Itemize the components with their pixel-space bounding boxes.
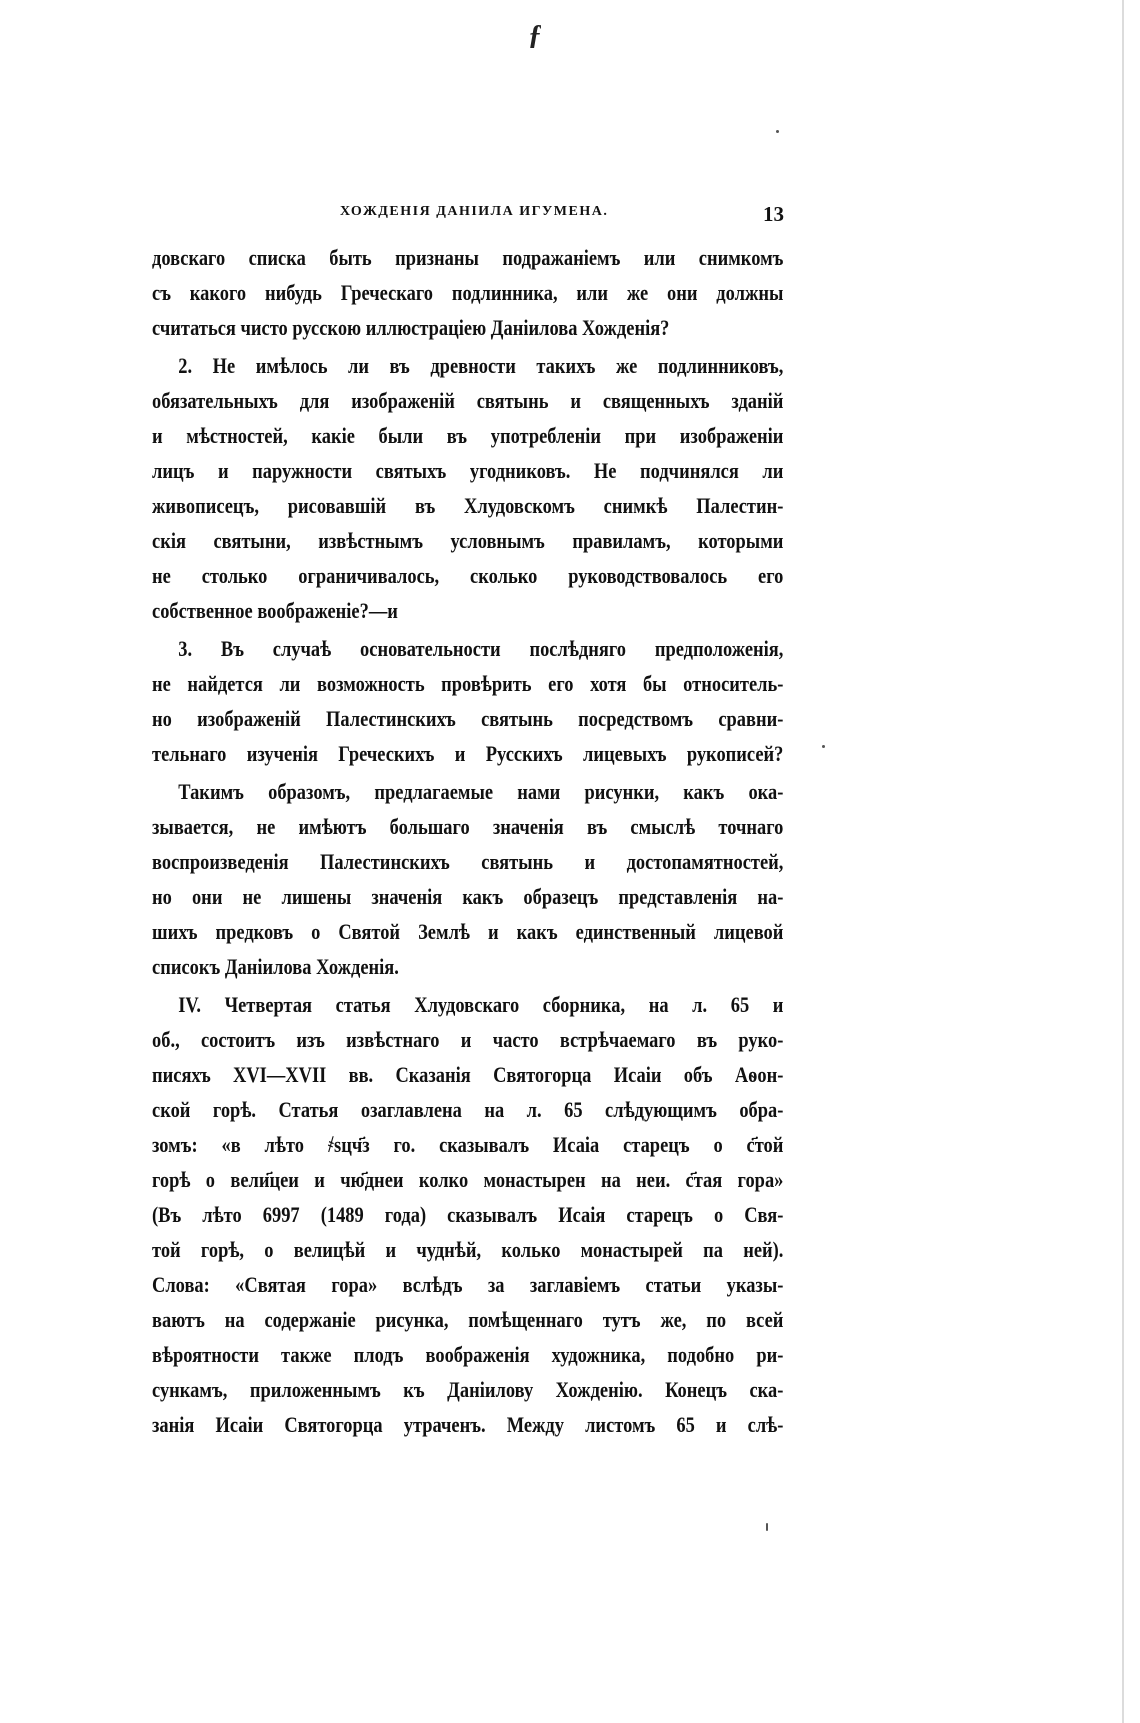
text-line: 2. Не имѣлось ли въ древности такихъ же подлинниковъ, [178, 353, 784, 378]
text-line: но изображеній Палестинскихъ святынь посредствомъ сравни- [152, 706, 784, 731]
running-title: ХОЖДЕНІЯ ДАНІИЛА ИГУМЕНА. [340, 204, 609, 219]
text-line: об., состоитъ изъ извѣстнаго и часто встрѣчаемаго въ руко- [152, 1027, 784, 1052]
text-line: той горѣ, о велицѣй и чуднѣй, колько монастырей па ней). [152, 1237, 784, 1262]
text-line: собственное воображеніе?—и [152, 598, 398, 623]
text-line: Слова: «Святая гора» вслѣдъ за заглавіемъ статьи указы- [152, 1272, 784, 1297]
text-line: шихъ предковъ о Святой Землѣ и какъ единственный лицевой [152, 919, 784, 944]
text-line: списокъ Даніилова Хожденія. [152, 954, 399, 979]
text-line: не найдется ли возможность провѣрить его хотя бы относитель- [152, 671, 784, 696]
text-line: писяхъ XVI—XVII вв. Сказанія Святогорца Исаіи объ Аѳон- [152, 1062, 784, 1087]
page-number: 13 [763, 202, 784, 226]
text-line: обязательныхъ для изображеній святынь и священныхъ зданій [152, 388, 784, 413]
text-line: IV. Четвертая статья Хлудовскаго сборника, на л. 65 и [178, 992, 784, 1017]
text-line: не столько ограничивалось, сколько руководствовалось его [152, 563, 784, 588]
ink-speck [776, 130, 779, 133]
text-line: но они не лишены значенія какъ образецъ представленія на- [152, 884, 784, 909]
text-line: занія Исаіи Святогорца утраченъ. Между листомъ 65 и слѣ- [152, 1412, 784, 1437]
top-ink-mark: ƒ [528, 20, 542, 51]
text-line: довскаго списка быть признаны подражаніемъ или снимкомъ [152, 245, 784, 270]
body-text [152, 240, 784, 1442]
text-line: сункамъ, приложеннымъ къ Даніилову Хожденію. Конецъ ска- [152, 1377, 784, 1402]
text-line: ской горѣ. Статья озаглавлена на л. 65 слѣдующимъ обра- [152, 1097, 784, 1122]
text-line: тельнаго изученія Греческихъ и Русскихъ лицевыхъ рукописей? [152, 741, 784, 766]
text-line: воспроизведенія Палестинскихъ святынь и достопамятностей, [152, 849, 784, 874]
text-line: зывается, не имѣютъ большаго значенія въ смыслѣ точнаго [152, 814, 784, 839]
ink-speck [766, 1523, 768, 1531]
text-line: зомъ: «в лѣто ҂ѕцч҃з го. сказывалъ Исаіа старецъ о с҃той [152, 1132, 784, 1157]
text-line: скія святыни, извѣстнымъ условнымъ правиламъ, которыми [152, 528, 784, 553]
text-line: живописецъ, рисовавшій въ Хлудовскомъ снимкѣ Палестин- [152, 493, 784, 518]
text-line: лицъ и паружности святыхъ угодниковъ. Не подчинялся ли [152, 458, 784, 483]
text-line: ваютъ на содержаніе рисунка, помѣщеннаго тутъ же, по всей [152, 1307, 784, 1332]
text-line: (Въ лѣто 6997 (1489 года) сказывалъ Исаія старецъ о Свя- [152, 1202, 784, 1227]
page-edge-line [1122, 0, 1124, 1723]
text-line: горѣ о вели҃цеи и чю҃днеи колко монастырен на неи. с҃тая гора» [152, 1167, 784, 1192]
text-line: считаться чисто русскою иллюстраціею Даніилова Хожденія? [152, 315, 670, 340]
text-line: 3. Въ случаѣ основательности послѣдняго предположенія, [178, 636, 784, 661]
text-line: и мѣстностей, какіе были въ употребленіи при изображеніи [152, 423, 784, 448]
text-line: Такимъ образомъ, предлагаемые нами рисунки, какъ ока- [178, 779, 784, 804]
text-line: вѣроятности также плодъ воображенія художника, подобно ри- [152, 1342, 784, 1367]
ink-speck [822, 745, 825, 748]
running-head [152, 202, 784, 226]
text-line: съ какого нибудь Греческаго подлинника, или же они должны [152, 280, 784, 305]
